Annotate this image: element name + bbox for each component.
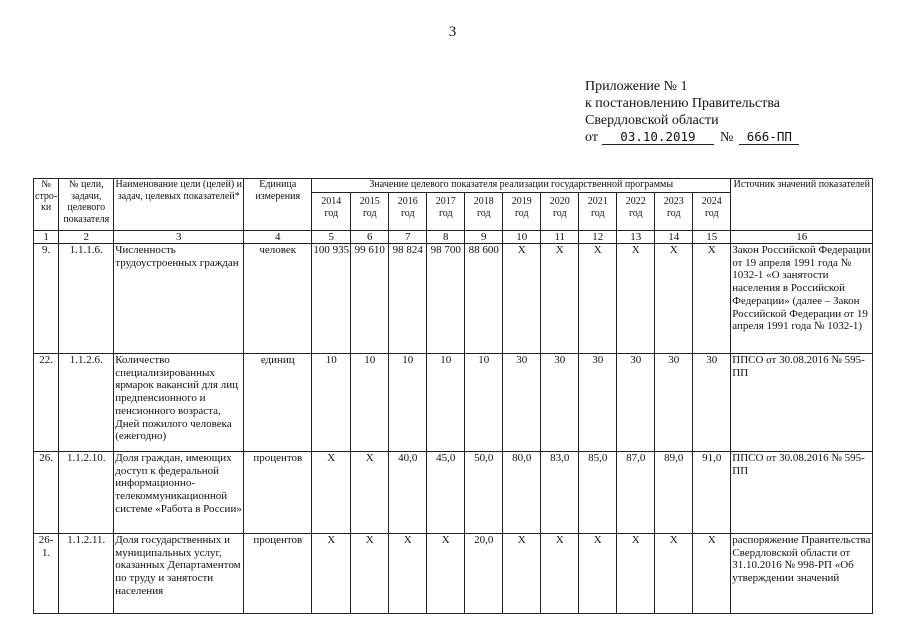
column-number: 3: [114, 231, 244, 244]
row-number: 9.: [34, 244, 59, 354]
number-sign: №: [719, 130, 734, 145]
header-source: Источник значений показателей: [731, 179, 873, 231]
column-number: 10: [503, 231, 541, 244]
value-cell: 10: [351, 354, 389, 452]
value-cell: 10: [389, 354, 427, 452]
value-cell: 87,0: [617, 452, 655, 534]
value-cell: X: [503, 534, 541, 614]
header-year: 2020 год: [541, 193, 579, 231]
header-year: 2017 год: [427, 193, 465, 231]
value-cell: 89,0: [655, 452, 693, 534]
appendix-line: к постановлению Правительства: [585, 96, 781, 111]
column-number: 2: [59, 231, 114, 244]
row-number: 22.: [34, 354, 59, 452]
table-row: [34, 534, 873, 614]
unit: человек: [244, 244, 312, 354]
value-cell: 10: [312, 354, 351, 452]
header-year: 2018 год: [465, 193, 503, 231]
value-cell: X: [579, 534, 617, 614]
column-number: 11: [541, 231, 579, 244]
column-number: 15: [693, 231, 731, 244]
column-number: 9: [465, 231, 503, 244]
table-row: [34, 452, 873, 534]
value-cell: 99 610: [351, 244, 389, 354]
value-cell: 83,0: [541, 452, 579, 534]
column-number: 5: [312, 231, 351, 244]
row-number: 26.: [34, 452, 59, 534]
value-cell: 10: [427, 354, 465, 452]
value-cell: 88 600: [465, 244, 503, 354]
goal-number: 1.1.2.6.: [59, 354, 114, 452]
unit: процентов: [244, 534, 312, 614]
goal-number: 1.1.1.6.: [59, 244, 114, 354]
header-name: Наименование цели (целей) и задач, целевых показателей*: [114, 179, 244, 231]
value-cell: X: [503, 244, 541, 354]
value-cell: 30: [693, 354, 731, 452]
source-cell: Закон Российской Федерации от 19 апреля 1991 года № 1032-1 «О занятости населения в Российской Федерации» (далее – Закон Российской Федерации от 19 апреля 1991 года № 1032-1): [731, 244, 873, 354]
value-cell: X: [541, 244, 579, 354]
unit: единиц: [244, 354, 312, 452]
value-cell: 91,0: [693, 452, 731, 534]
value-cell: 45,0: [427, 452, 465, 534]
header-year: 2014 год: [312, 193, 351, 231]
column-numbers-row: [34, 231, 873, 244]
source-cell: ППСО от 30.08.2016 № 595-ПП: [731, 452, 873, 534]
value-cell: X: [389, 534, 427, 614]
value-cell: 80,0: [503, 452, 541, 534]
column-number: 4: [244, 231, 312, 244]
column-number: 13: [617, 231, 655, 244]
header-year: 2024 год: [693, 193, 731, 231]
header-year: 2022 год: [617, 193, 655, 231]
value-cell: X: [693, 534, 731, 614]
value-cell: X: [655, 534, 693, 614]
value-cell: X: [617, 534, 655, 614]
appendix-title: Приложение № 1: [585, 79, 688, 94]
value-cell: X: [351, 452, 389, 534]
indicator-name: Количество специализированных ярмарок вакансий для лиц предпенсионного и пенсионного возраста, Дней пожилого человека (ежегодно): [114, 354, 244, 452]
value-cell: 20,0: [465, 534, 503, 614]
decree-date: 03.10.2019: [602, 130, 714, 145]
value-cell: 30: [655, 354, 693, 452]
column-number: 12: [579, 231, 617, 244]
table-row: [34, 354, 873, 452]
appendix-date-number: [585, 129, 799, 146]
value-cell: 98 824: [389, 244, 427, 354]
from-label: от: [585, 130, 598, 145]
value-cell: 30: [617, 354, 655, 452]
indicator-name: Доля государственных и муниципальных услуг, оказанных Департаментом по труду и занятости населения: [114, 534, 244, 614]
table-row: [34, 244, 873, 354]
column-number: 16: [731, 231, 873, 244]
value-cell: X: [427, 534, 465, 614]
column-number: 6: [351, 231, 389, 244]
value-cell: X: [693, 244, 731, 354]
indicator-name: Численность трудоустроенных граждан: [114, 244, 244, 354]
unit: процентов: [244, 452, 312, 534]
value-cell: X: [655, 244, 693, 354]
value-cell: X: [312, 534, 351, 614]
value-cell: X: [312, 452, 351, 534]
header-row: [34, 179, 873, 193]
column-number: 8: [427, 231, 465, 244]
value-cell: 30: [503, 354, 541, 452]
value-cell: 40,0: [389, 452, 427, 534]
header-year: 2021 год: [579, 193, 617, 231]
column-number: 1: [34, 231, 59, 244]
decree-number: 666-ПП: [739, 130, 799, 145]
indicators-table: [33, 178, 873, 614]
column-number: 7: [389, 231, 427, 244]
appendix-line: Свердловской области: [585, 113, 719, 128]
value-cell: X: [617, 244, 655, 354]
header-year: 2023 год: [655, 193, 693, 231]
value-cell: 85,0: [579, 452, 617, 534]
header-unit: Единица измерения: [244, 179, 312, 231]
header-values-group: Значение целевого показателя реализации государственной программы: [312, 179, 731, 193]
page-number: 3: [448, 24, 457, 40]
value-cell: X: [541, 534, 579, 614]
indicator-name: Доля граждан, имеющих доступ к федеральной информационно-телекоммуникационной системе «Работа в России»: [114, 452, 244, 534]
appendix-block: [585, 78, 799, 146]
value-cell: X: [351, 534, 389, 614]
header-year: 2015 год: [351, 193, 389, 231]
header-year: 2019 год: [503, 193, 541, 231]
column-number: 14: [655, 231, 693, 244]
goal-number: 1.1.2.11.: [59, 534, 114, 614]
value-cell: 50,0: [465, 452, 503, 534]
source-cell: ППСО от 30.08.2016 № 595-ПП: [731, 354, 873, 452]
row-number: 26-1.: [34, 534, 59, 614]
value-cell: 30: [579, 354, 617, 452]
value-cell: 98 700: [427, 244, 465, 354]
source-cell: распоряжение Правительства Свердловской области от 31.10.2016 № 998-РП «Об утверждении значений: [731, 534, 873, 614]
header-year: 2016 год: [389, 193, 427, 231]
value-cell: 10: [465, 354, 503, 452]
value-cell: 100 935: [312, 244, 351, 354]
header-goal-no: № цели, задачи, целевого показателя: [59, 179, 114, 231]
value-cell: 30: [541, 354, 579, 452]
value-cell: X: [579, 244, 617, 354]
header-row-no: № стро-ки: [34, 179, 59, 231]
goal-number: 1.1.2.10.: [59, 452, 114, 534]
